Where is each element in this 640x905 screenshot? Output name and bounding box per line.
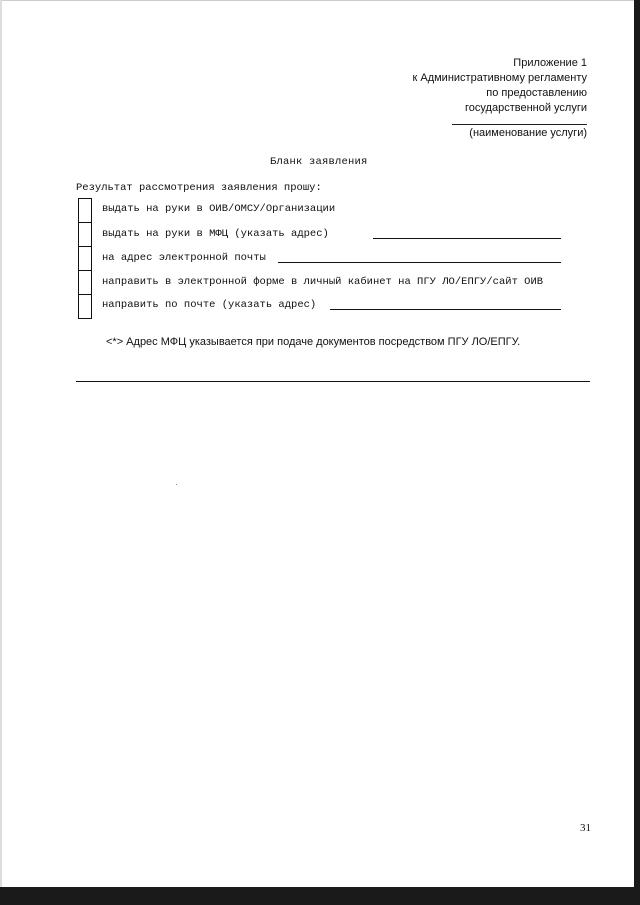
appendix-line-2: к Административному регламенту [412, 72, 587, 84]
footnote: <*> Адрес МФЦ указывается при подаче документов посредством ПГУ ЛО/ЕПГУ. [106, 336, 521, 348]
result-heading: Результат рассмотрения заявления прошу: [76, 182, 322, 194]
scan-speck [176, 484, 177, 485]
appendix-header [412, 56, 587, 116]
page-number: 31 [580, 822, 591, 834]
address-mfc-field[interactable] [373, 238, 561, 239]
email-field[interactable] [278, 262, 561, 263]
appendix-line-1: Приложение 1 [513, 57, 587, 69]
appendix-line-4: государственной услуги [465, 102, 587, 114]
appendix-line-3: по предоставлению [486, 87, 587, 99]
option-label-1: выдать на руки в ОИВ/ОМСУ/Организации [102, 203, 336, 215]
service-name-caption: (наименование услуги) [469, 127, 587, 139]
checkbox-option-2[interactable] [78, 222, 92, 246]
scan-border-bottom [0, 887, 640, 905]
page-edge-left [0, 0, 2, 905]
option-label-4: направить в электронной форме в личный кабинет на ПГУ ЛО/ЕПГУ/сайт ОИВ [102, 276, 544, 288]
section-separator [76, 381, 590, 382]
service-name-underline [452, 124, 587, 125]
page-edge-top [0, 0, 640, 1]
option-label-3: на адрес электронной почты [102, 252, 266, 264]
option-label-5: направить по почте (указать адрес) [102, 299, 317, 311]
form-title: Бланк заявления [270, 156, 368, 168]
scan-border-right [634, 0, 640, 905]
checkbox-column [78, 198, 92, 319]
option-label-2: выдать на руки в МФЦ (указать адрес) [102, 228, 329, 240]
checkbox-option-1[interactable] [78, 198, 92, 222]
checkbox-option-4[interactable] [78, 270, 92, 294]
checkbox-option-5[interactable] [78, 294, 92, 319]
checkbox-option-3[interactable] [78, 246, 92, 270]
postal-address-field[interactable] [330, 309, 561, 310]
